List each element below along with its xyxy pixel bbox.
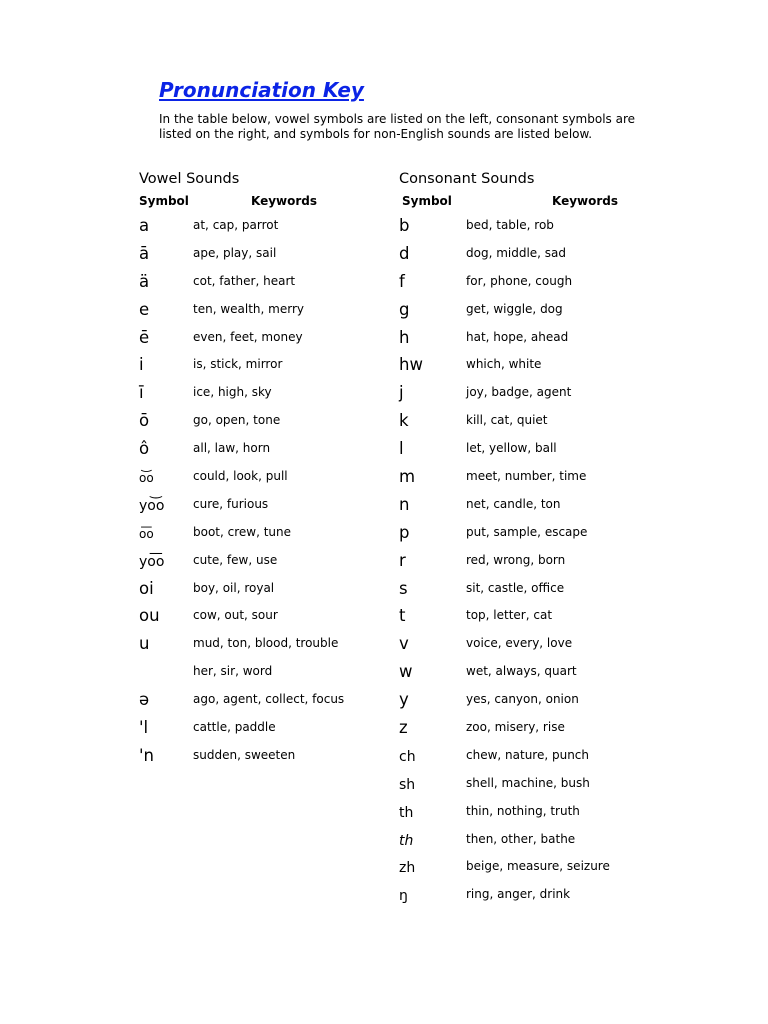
vowel-keywords: ago, agent, collect, focus — [193, 692, 345, 707]
consonant-symbol: f — [399, 271, 405, 291]
vowel-symbol: u — [139, 634, 150, 654]
consonant-row — [399, 826, 649, 854]
vowel-keywords: go, open, tone — [193, 413, 281, 428]
vowel-keywords: cure, furious — [193, 496, 269, 511]
consonant-row — [399, 324, 649, 352]
vowel-keywords: cute, few, use — [193, 552, 278, 567]
vowel-keywords: boot, crew, tune — [193, 524, 292, 539]
consonant-row — [399, 296, 649, 324]
vowel-keywords: at, cap, parrot — [193, 218, 279, 232]
consonant-keywords: ring, anger, drink — [466, 887, 571, 902]
consonant-keywords: zoo, misery, rise — [466, 720, 565, 735]
page-title-link[interactable]: Pronunciation Key — [159, 78, 364, 102]
vowel-symbol: ā — [139, 243, 150, 263]
consonant-symbol: m — [399, 467, 416, 487]
vowel-row — [139, 714, 369, 742]
consonant-keywords: red, wrong, born — [466, 552, 566, 567]
consonant-row — [399, 602, 649, 630]
consonant-row — [399, 435, 649, 463]
consonant-keywords: kill, cat, quiet — [466, 413, 548, 428]
consonant-symbol: sh — [399, 776, 416, 793]
consonant-symbol: t — [399, 606, 406, 626]
vowel-keywords: is, stick, mirror — [193, 357, 283, 372]
consonant-row — [399, 630, 649, 658]
consonant-row — [399, 798, 649, 826]
consonant-row — [399, 658, 649, 686]
vowel-keywords: even, feet, money — [193, 329, 303, 344]
vowel-sounds-list — [139, 212, 369, 770]
vowel-row — [139, 686, 369, 714]
vowel-keywords: ice, high, sky — [193, 385, 272, 400]
consonant-keywords: voice, every, love — [466, 636, 573, 651]
vowel-keywords: ape, play, sail — [193, 245, 277, 260]
vowel-row — [139, 602, 369, 630]
vowel-symbol: 'n — [139, 745, 154, 765]
vowel-keywords: all, law, horn — [193, 441, 271, 456]
consonant-keywords: meet, number, time — [466, 469, 587, 484]
vowel-row — [139, 212, 369, 240]
consonant-symbol: p — [399, 522, 410, 542]
consonant-keywords-header: Keywords — [552, 194, 619, 208]
consonant-row — [399, 686, 649, 714]
consonant-symbol-header: Symbol — [402, 194, 452, 208]
consonant-symbol: w — [399, 662, 413, 682]
vowel-keywords: could, look, pull — [193, 469, 288, 484]
vowel-row — [139, 575, 369, 603]
vowel-row — [139, 742, 369, 770]
consonant-symbol: k — [399, 411, 409, 431]
vowel-symbol: ô — [139, 439, 150, 459]
consonant-keywords: net, candle, ton — [466, 496, 561, 511]
vowel-symbol: yo͝o — [139, 497, 165, 514]
consonant-symbol: n — [399, 494, 410, 514]
consonant-keywords: top, letter, cat — [466, 608, 553, 623]
consonant-keywords: wet, always, quart — [466, 664, 577, 679]
vowel-symbol: ō — [139, 411, 150, 431]
consonant-row — [399, 714, 649, 742]
consonant-row — [399, 351, 649, 379]
vowel-keywords: cow, out, sour — [193, 608, 278, 623]
consonant-symbol: y — [399, 690, 409, 710]
vowel-keywords: mud, ton, blood, trouble — [193, 636, 339, 651]
consonant-row — [399, 881, 649, 909]
consonant-keywords: let, yellow, ball — [466, 441, 557, 456]
consonant-sounds-list — [399, 212, 649, 909]
vowel-symbol: ī — [139, 383, 144, 403]
vowel-symbol: e — [139, 299, 150, 319]
vowel-symbol: ä — [139, 271, 150, 291]
vowel-symbol: o͞o — [139, 526, 154, 541]
consonant-keywords: put, sample, escape — [466, 524, 588, 539]
consonant-keywords: which, white — [466, 357, 542, 372]
vowel-row — [139, 407, 369, 435]
vowel-row — [139, 630, 369, 658]
consonant-row — [399, 770, 649, 798]
vowel-keywords: cattle, paddle — [193, 720, 276, 735]
consonant-symbol: th — [399, 804, 414, 821]
consonant-symbol: ch — [399, 748, 416, 765]
vowel-keywords-header: Keywords — [251, 194, 318, 208]
consonant-keywords: get, wiggle, dog — [466, 301, 563, 316]
vowel-row — [139, 519, 369, 547]
consonant-keywords: bed, table, rob — [466, 218, 554, 232]
consonant-row — [399, 268, 649, 296]
consonant-keywords: shell, machine, bush — [466, 775, 590, 790]
consonant-symbol: d — [399, 243, 410, 263]
consonant-symbol: zh — [399, 860, 416, 877]
vowel-symbol: i — [139, 355, 144, 375]
consonant-row — [399, 212, 649, 240]
consonant-symbol: g — [399, 299, 410, 319]
consonant-symbol: th — [399, 832, 414, 849]
consonant-row — [399, 240, 649, 268]
consonant-symbol: hw — [399, 355, 423, 375]
vowel-symbol: oi — [139, 578, 154, 598]
consonant-row — [399, 379, 649, 407]
consonant-row — [399, 547, 649, 575]
vowel-row — [139, 296, 369, 324]
vowel-symbol: yo͞o — [139, 553, 165, 570]
consonant-keywords: sit, castle, office — [466, 580, 565, 595]
consonant-keywords: then, other, bathe — [466, 831, 576, 846]
consonant-keywords: thin, nothing, truth — [466, 803, 580, 818]
consonant-symbol: l — [399, 439, 404, 459]
vowel-symbol: a — [139, 216, 150, 235]
vowel-row — [139, 435, 369, 463]
consonant-sounds-heading: Consonant Sounds — [399, 171, 535, 187]
consonant-row — [399, 491, 649, 519]
consonant-symbol: s — [399, 578, 408, 598]
vowel-symbol: o͝o — [139, 471, 154, 486]
vowel-row — [139, 491, 369, 519]
consonant-row — [399, 853, 649, 881]
consonant-symbol: ŋ — [399, 888, 408, 905]
vowel-keywords: sudden, sweeten — [193, 747, 296, 762]
vowel-row — [139, 658, 369, 686]
consonant-symbol: j — [399, 383, 404, 403]
vowel-row — [139, 268, 369, 296]
consonant-keywords: hat, hope, ahead — [466, 329, 569, 344]
vowel-row — [139, 324, 369, 352]
vowel-row — [139, 547, 369, 575]
consonant-symbol: r — [399, 550, 406, 570]
consonant-keywords: for, phone, cough — [466, 273, 573, 288]
consonant-keywords: chew, nature, punch — [466, 747, 590, 762]
intro-paragraph: In the table below, vowel symbols are listed on the left, consonant symbols are listed on the right, and symbols for non-English sounds are listed below. — [159, 112, 636, 141]
consonant-symbol: h — [399, 327, 410, 347]
consonant-keywords: yes, canyon, onion — [466, 692, 579, 707]
consonant-keywords: dog, middle, sad — [466, 245, 567, 260]
consonant-row — [399, 463, 649, 491]
vowel-symbol: 'l — [139, 718, 149, 738]
vowel-symbol: ou — [139, 606, 160, 626]
vowel-row — [139, 240, 369, 268]
vowel-keywords: ten, wealth, merry — [193, 301, 304, 316]
vowel-keywords: cot, father, heart — [193, 273, 296, 288]
vowel-symbol: ə — [139, 690, 150, 710]
consonant-keywords: joy, badge, agent — [466, 385, 572, 400]
consonant-row — [399, 519, 649, 547]
consonant-symbol: z — [399, 718, 408, 738]
consonant-row — [399, 742, 649, 770]
vowel-symbol: ē — [139, 327, 150, 347]
vowel-symbol-header: Symbol — [139, 194, 189, 208]
vowel-row — [139, 379, 369, 407]
vowel-sounds-heading: Vowel Sounds — [139, 171, 240, 187]
consonant-row — [399, 575, 649, 603]
consonant-symbol: v — [399, 634, 409, 654]
vowel-keywords: boy, oil, royal — [193, 580, 275, 595]
consonant-keywords: beige, measure, seizure — [466, 859, 610, 874]
vowel-keywords: her, sir, word — [193, 664, 273, 679]
consonant-row — [399, 407, 649, 435]
vowel-row — [139, 351, 369, 379]
vowel-row — [139, 463, 369, 491]
consonant-symbol: b — [399, 216, 410, 235]
